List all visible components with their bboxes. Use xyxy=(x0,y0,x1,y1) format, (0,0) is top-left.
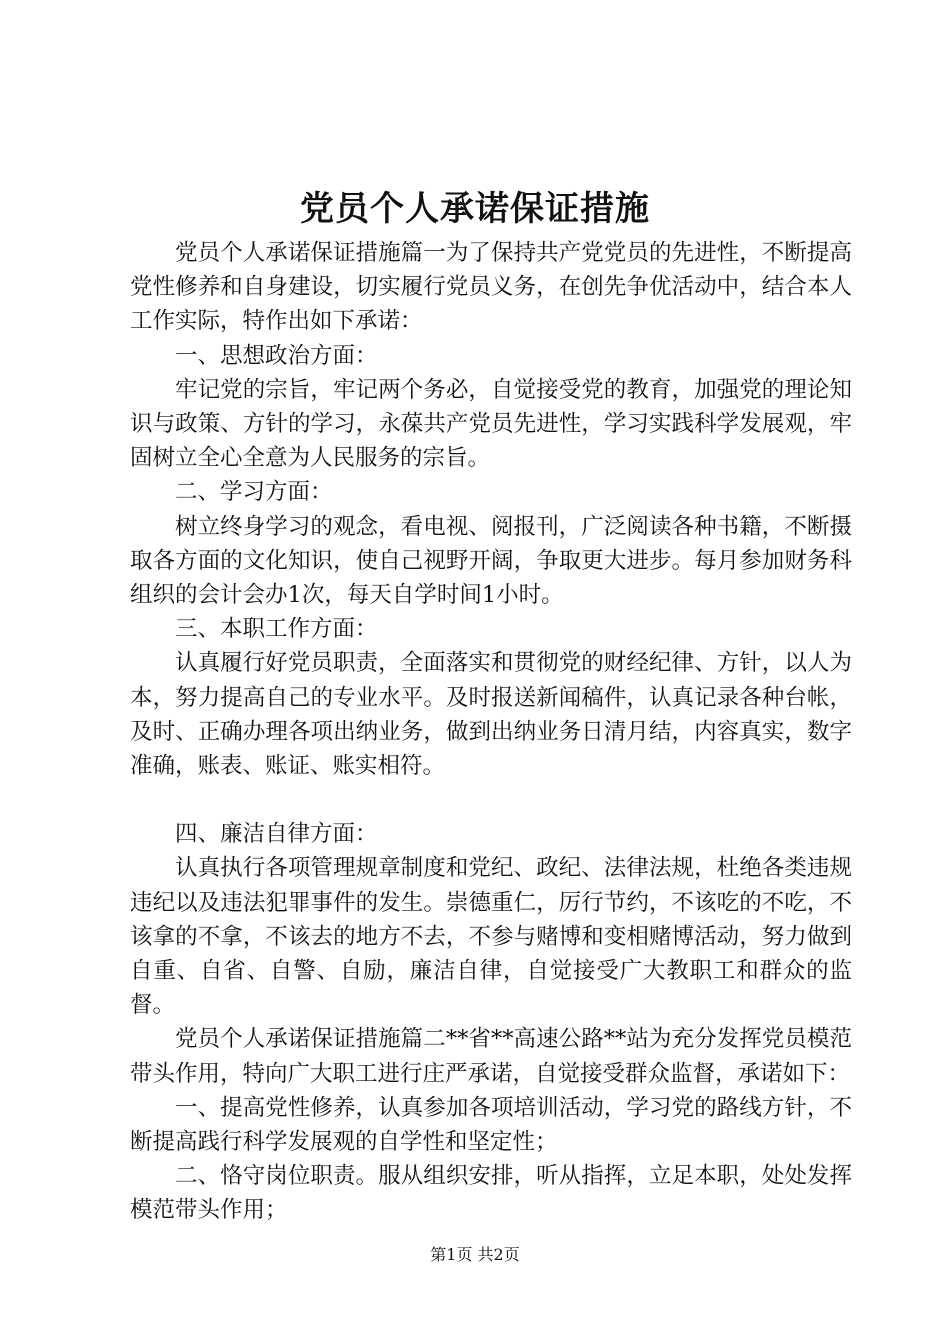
document-title: 党员个人承诺保证措施 xyxy=(300,189,650,229)
paragraph-intro-1: 党员个人承诺保证措施篇一为了保持共产党党员的先进性，不断提高党性修养和自身建设，切实履行党员义务，在创先争优活动中，结合本人工作实际，特作出如下承诺： xyxy=(130,240,852,335)
paragraph-pledge-2: 二、恪守岗位职责。服从组织安排，听从指挥，立足本职，处处发挥模范带头作用； xyxy=(130,1163,852,1224)
heading-political: 一、思想政治方面： xyxy=(175,342,378,369)
paragraph-political: 牢记党的宗旨，牢记两个务必，自觉接受党的教育，加强党的理论知识与政策、方针的学习，永葆共产党员先进性，学习实践科学发展观，牢固树立全心全意为人民服务的宗旨。 xyxy=(130,376,852,472)
paragraph-integrity: 认真执行各项管理规章制度和党纪、政纪、法律法规，杜绝各类违规违纪以及违法犯罪事件的发生。崇德重仁，厉行节约，不该吃的不吃，不该拿的不拿，不该去的地方不去，不参与赌博和变相赌博活动，努力做到自重、自省、自警、自励，廉洁自律，自觉接受广大教职工和群众的监督。 xyxy=(130,855,852,1019)
paragraph-intro-2: 党员个人承诺保证措施篇二**省**高速公路**站为充分发挥党员模范带头作用，特向广大职工进行庄严承诺，自觉接受群众监督，承诺如下： xyxy=(130,1026,852,1087)
paragraph-study: 树立终身学习的观念，看电视、阅报刊，广泛阅读各种书籍，不断摄取各方面的文化知识，使自己视野开阔，争取更大进步。每月参加财务科组织的会计会办1次，每天自学时间1小时。 xyxy=(130,513,852,609)
heading-work: 三、本职工作方面： xyxy=(175,616,378,643)
paragraph-pledge-1: 一、提高党性修养，认真参加各项培训活动，学习党的路线方针，不断提高践行科学发展观的自学性和坚定性； xyxy=(130,1094,852,1156)
heading-study: 二、学习方面： xyxy=(175,479,333,506)
heading-integrity: 四、廉洁自律方面： xyxy=(175,821,378,848)
paragraph-work: 认真履行好党员职责，全面落实和贯彻党的财经纪律、方针，以人为本，努力提高自己的专业水平。及时报送新闻稿件，认真记录各种台帐，及时、正确办理各项出纳业务，做到出纳业务日清月结，内容真实，数字准确，账表、账证、账实相符。 xyxy=(130,650,852,780)
page-number: 第1页 共2页 xyxy=(430,1245,520,1264)
document-body xyxy=(130,236,852,1228)
